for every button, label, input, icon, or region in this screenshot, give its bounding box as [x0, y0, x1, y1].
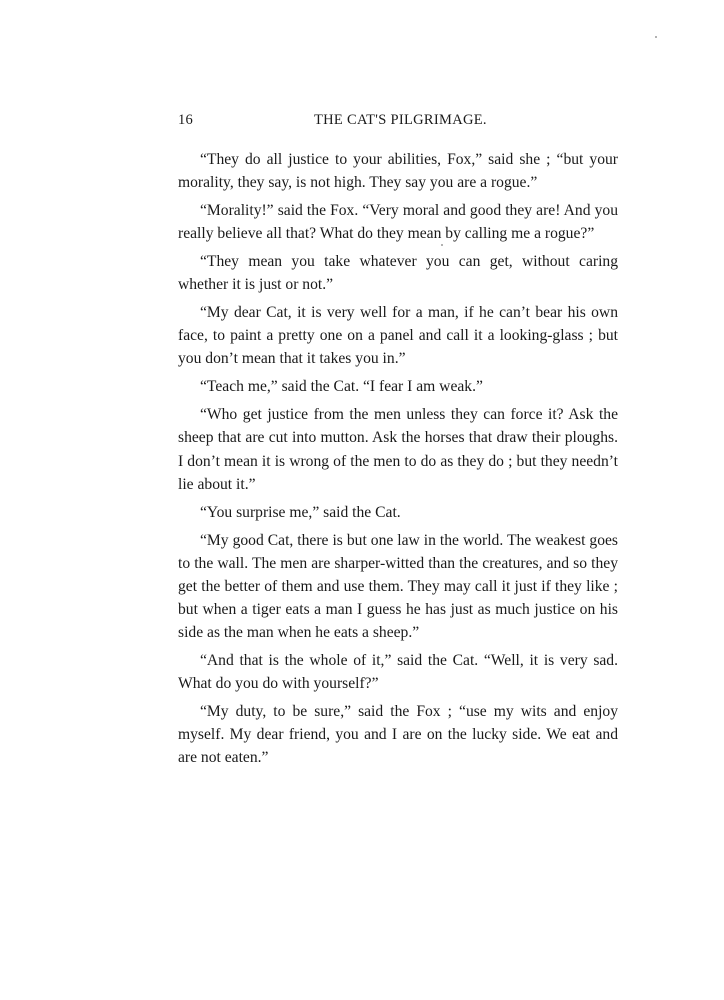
running-head	[178, 112, 618, 134]
paper-speck	[655, 36, 657, 38]
page-number: 16	[178, 112, 194, 128]
body-text	[178, 148, 618, 774]
paragraph: “My duty, to be sure,” said the Fox ; “use my wits and enjoy myself. My dear friend, you and I are on the lucky side. We eat and are not eaten.”	[178, 703, 618, 767]
paragraph: “And that is the whole of it,” said the Cat. “Well, it is very sad. What do you do with yourself?”	[178, 652, 618, 693]
paragraph: “My dear Cat, it is very well for a man, if he can’t bear his own face, to paint a pretty one on a panel and call it a looking-glass ; but you don’t mean that it takes you in.”	[178, 304, 618, 368]
paragraph: “My good Cat, there is but one law in the world. The weakest goes to the wall. The men are sharper-witted than the creatures, and so they get the better of them and use them. They may call it just if they like ; but when a tiger eats a man I guess he has just as much justice on his side as the man when he eats a sheep.”	[178, 531, 618, 642]
paragraph: “You surprise me,” said the Cat.	[200, 503, 401, 521]
paragraph: “They do all justice to your abilities, Fox,” said she ; “but your morality, they say, is not high. They say you are a rogue.”	[178, 151, 618, 192]
paper-speck	[441, 244, 443, 246]
paragraph: “Teach me,” said the Cat. “I fear I am weak.”	[200, 378, 483, 396]
running-title: THE CAT'S PILGRIMAGE.	[314, 112, 487, 128]
paragraph: “Morality!” said the Fox. “Very moral and good they are! And you really believe all that? What do they mean by calling me a rogue?”	[178, 202, 618, 243]
paragraph: “They mean you take whatever you can get, without caring whether it is just or not.”	[178, 253, 618, 294]
paragraph: “Who get justice from the men unless they can force it? Ask the sheep that are cut into mutton. Ask the horses that draw their ploughs. I don’t mean it is wrong of the men to do as they do ; but they needn’t lie about it.”	[178, 406, 618, 493]
